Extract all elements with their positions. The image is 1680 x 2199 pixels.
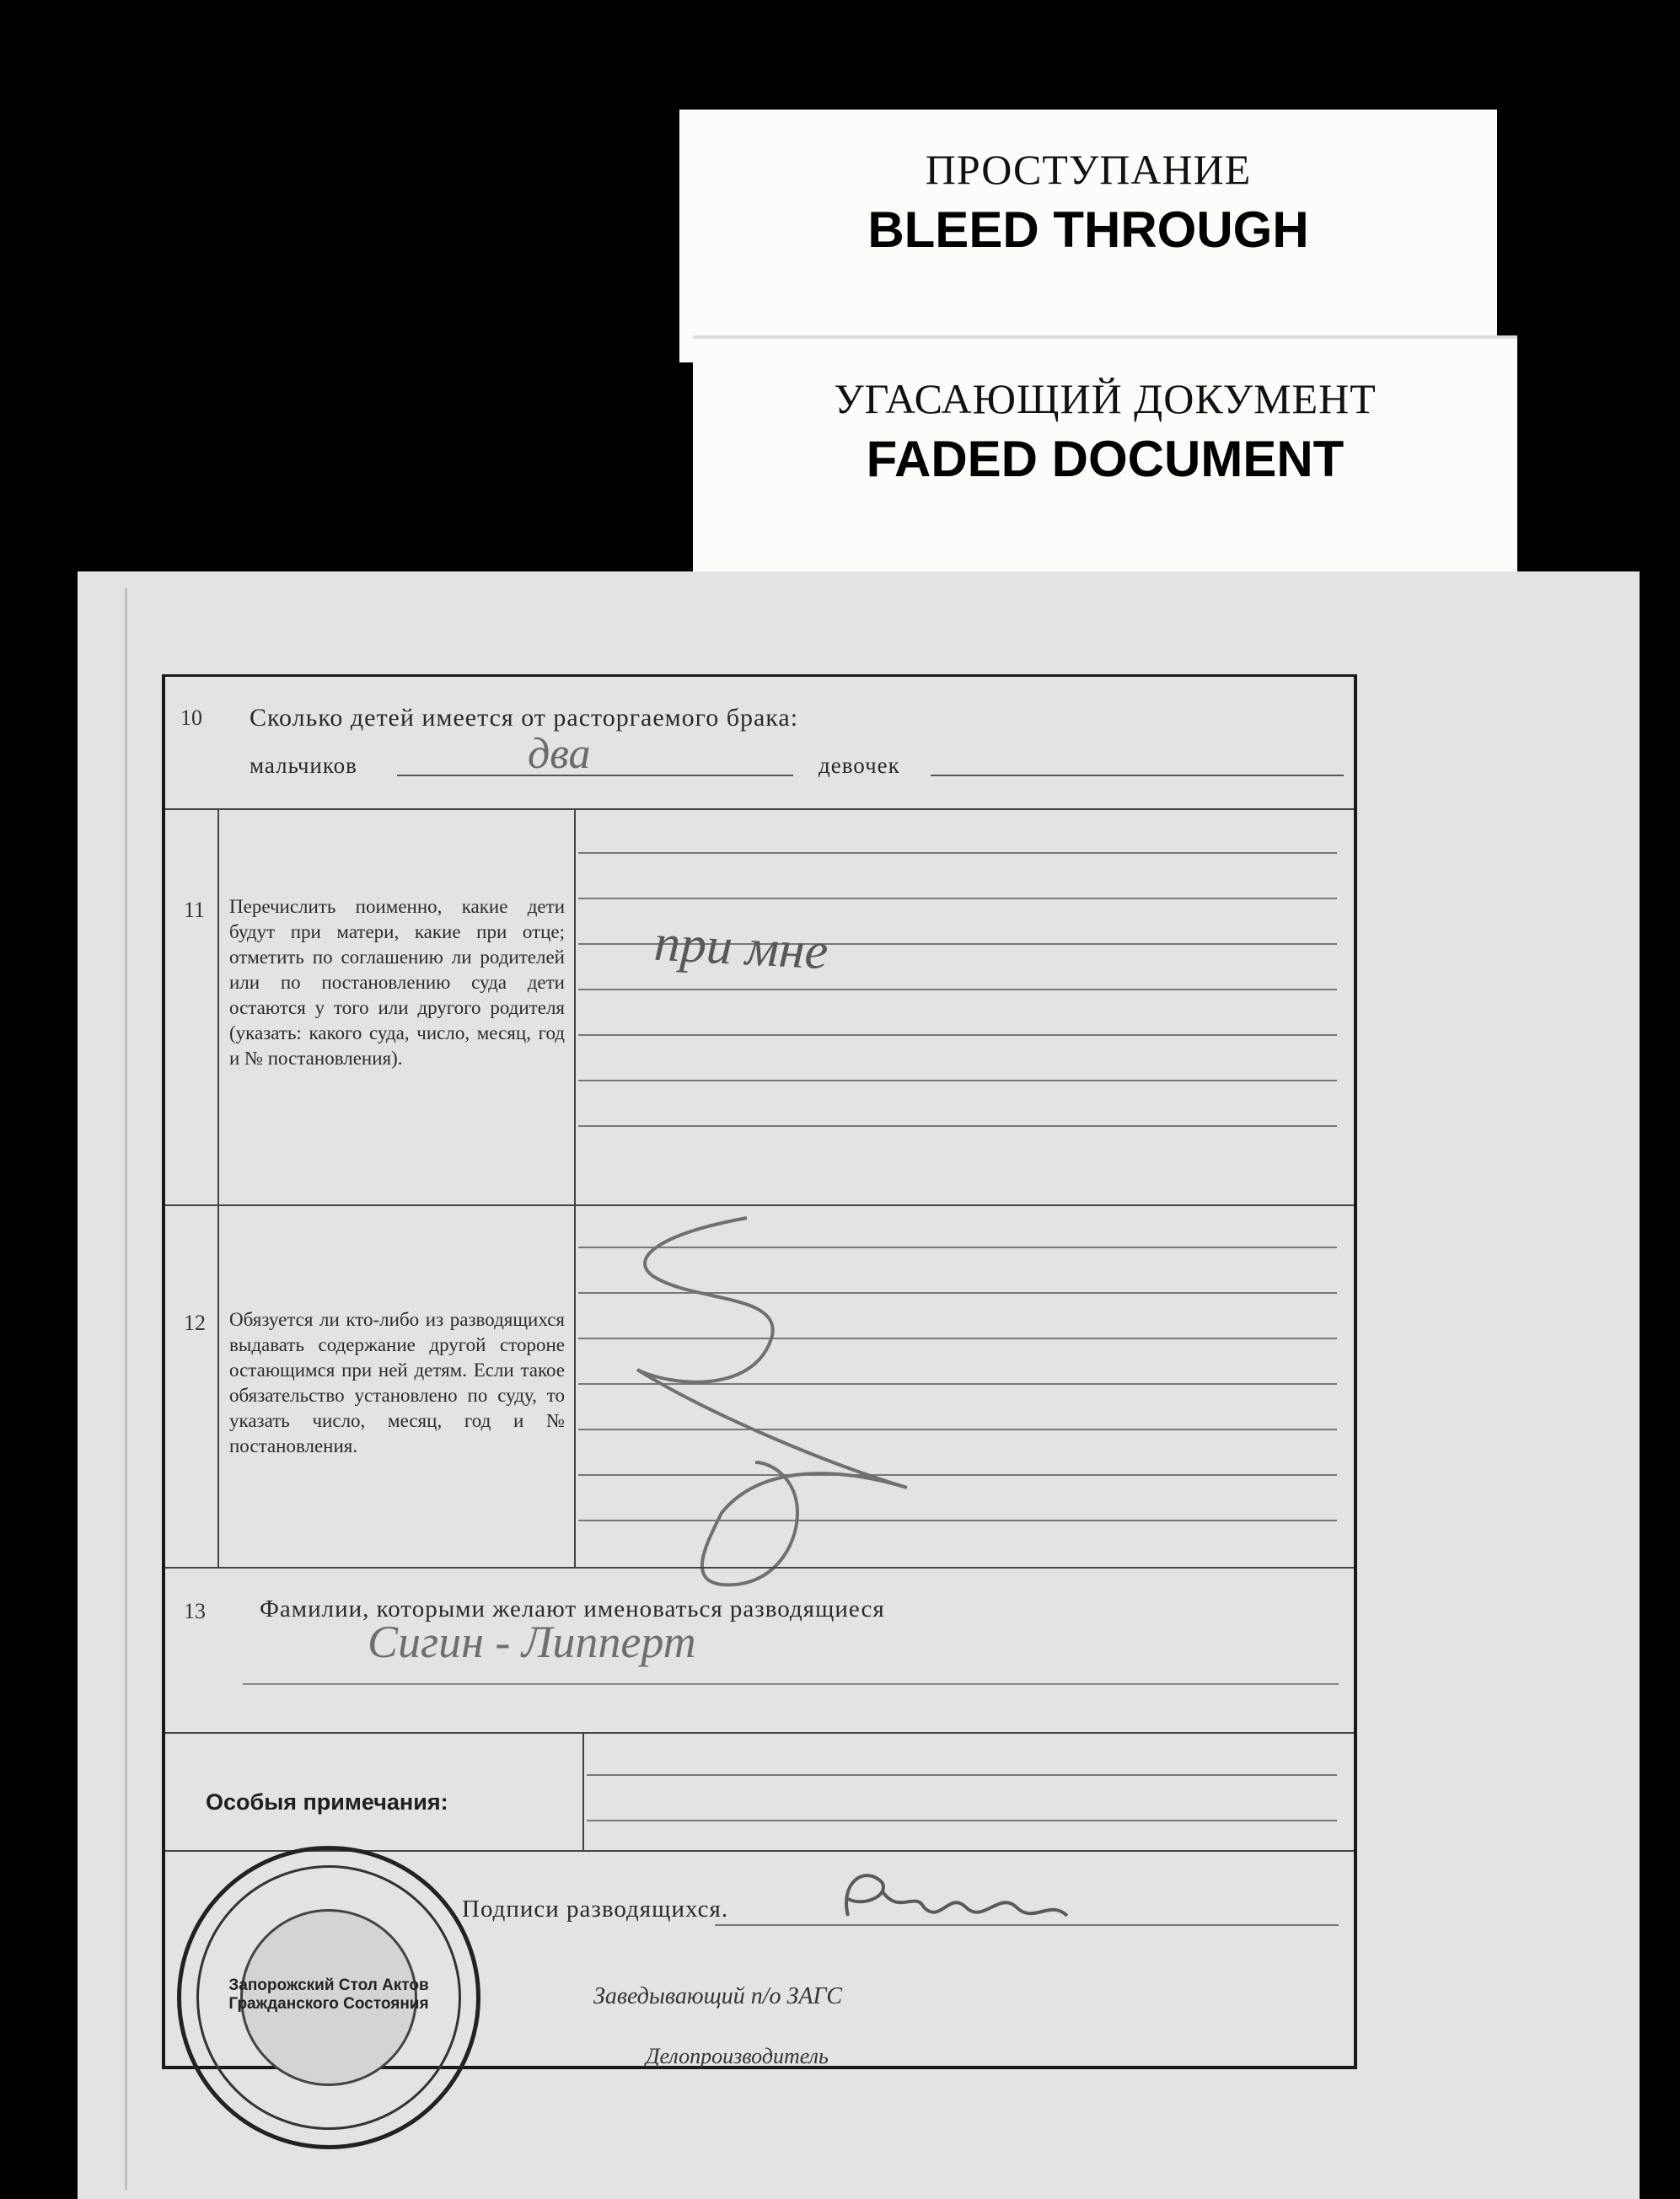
- head-label: Заведывающий п/о ЗАГС: [593, 1983, 843, 2009]
- q11-line-7: [578, 1125, 1337, 1127]
- q10-number: 10: [180, 705, 202, 730]
- q10-text: Сколько детей имеется от расторгаемого брака:: [250, 704, 799, 732]
- q11-line-6: [578, 1080, 1337, 1081]
- q13-text: Фамилии, которыми желают именоваться разводящиеся: [260, 1596, 885, 1622]
- signature-scribble: [814, 1857, 1084, 1933]
- q13-answer: Сигин - Липперт: [368, 1617, 696, 1667]
- q12-text: Обязуется ли кто-либо из разводящихся выдавать содержание другой стороне остающимся при ней детям. Если такое обязательство установлено по суду, то указать число, месяц, год и № постановления.: [229, 1309, 565, 1456]
- boys-label: мальчиков: [250, 753, 357, 778]
- perforation-edge: [125, 588, 127, 2190]
- bleed-through-label-en: BLEED THROUGH: [867, 201, 1309, 258]
- q11-line-2: [578, 898, 1337, 899]
- boys-line: [397, 775, 793, 776]
- q13-line: [243, 1683, 1339, 1685]
- q11-text: Перечислить поименно, какие дети будут при матери, какие при отце; отметить по соглашению ли родителей или по постановлению суда дети остаются у того или другого родителя (указать: какого суда, число, месяц, год и № постановления).: [229, 896, 565, 1069]
- boys-value: два: [528, 730, 591, 778]
- q11-number: 11: [184, 898, 206, 922]
- row-divider: [165, 1732, 1354, 1734]
- notes-rule: [582, 1732, 584, 1850]
- row-divider: [165, 808, 1354, 810]
- stamp-text: Запорожский Стол Актов Гражданского Состояния: [228, 1976, 429, 2013]
- row-divider: [165, 1567, 1354, 1569]
- q11-line-4: [578, 989, 1337, 990]
- faded-document-label-ru: УГАСАЮЩИЙ ДОКУМЕНТ: [834, 375, 1377, 422]
- q11-right-rule: [574, 808, 576, 1204]
- notes-line-1: [587, 1774, 1337, 1776]
- q11-line-5: [578, 1034, 1337, 1036]
- faded-document-label-en: FADED DOCUMENT: [866, 431, 1345, 487]
- bleed-through-card: [679, 110, 1497, 362]
- q12-left-rule: [217, 1204, 219, 1567]
- girls-line: [931, 775, 1344, 776]
- q11-answer: при мне: [652, 914, 830, 981]
- q12-scribble: [604, 1209, 1109, 1597]
- girls-label: девочек: [819, 753, 900, 778]
- q12-right-rule: [574, 1204, 576, 1567]
- faded-document-card: [693, 335, 1517, 587]
- q11-left-rule: [217, 808, 219, 1204]
- q13-number: 13: [184, 1599, 206, 1623]
- q11-line-1: [578, 852, 1337, 854]
- notes-line-2: [587, 1820, 1337, 1821]
- q12-number: 12: [184, 1311, 206, 1335]
- bleed-through-label-ru: ПРОСТУПАНИЕ: [925, 146, 1252, 193]
- document-sheet: [78, 571, 1640, 2199]
- notes-label: Особыя примечания:: [206, 1789, 448, 1815]
- row-divider: [165, 1204, 1354, 1206]
- clerk-label: Делопроизводитель: [646, 2044, 829, 2068]
- round-stamp: [177, 1846, 480, 2149]
- signatures-label: Подписи разводящихся.: [462, 1896, 729, 1923]
